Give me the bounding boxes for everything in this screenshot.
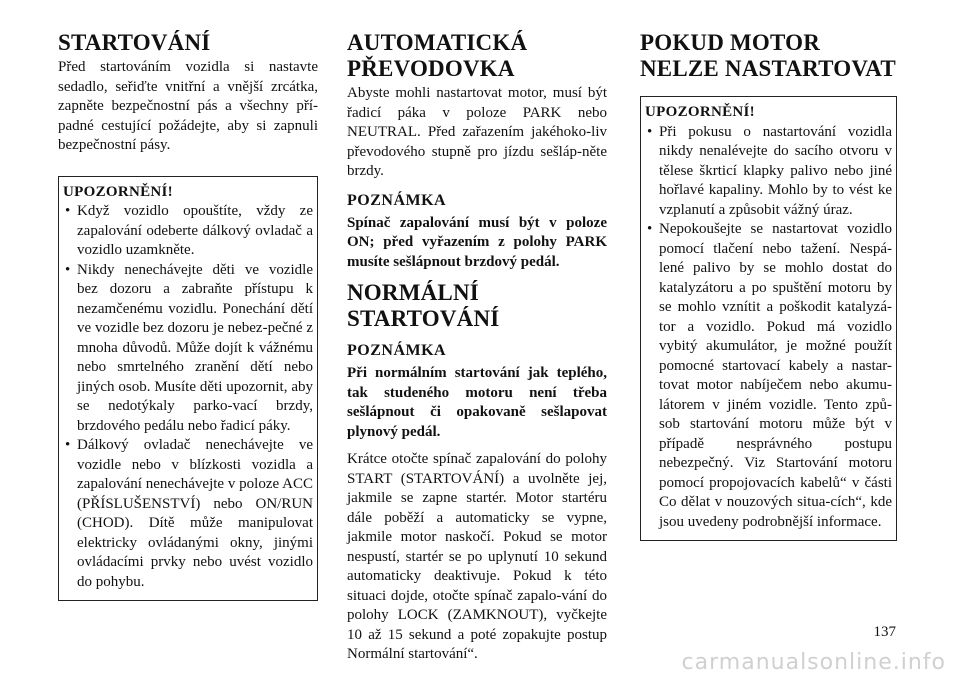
warning-box — [58, 176, 318, 602]
heading-startovani: STARTOVÁNÍ — [58, 30, 211, 55]
warning-title: UPOZORNĚNÍ! — [63, 183, 173, 200]
warning-item: • Nikdy nenechávejte děti ve vozidle bez dozoru a zabraňte přístupu k nezamčenému vozidlu. Ponechání dětí ve vozidle bez dozoru je nebez-pečné z mnoha důvodů. Může dojít k vážnému nebo smrtelného zranění dětí nebo jiných osob. Musíte děti upozornit, aby se nedotýkaly parko-vací brzdy, brzdového pedálu nebo řadicí páky. — [63, 261, 313, 437]
warning-item: • Dálkový ovladač nenechávejte ve vozidle nebo v blízkosti vozidla a zapalování nenechávejte v poloze ACC (PŘÍSLUŠENSTVÍ) nebo ON/RUN (CHOD). Dítě může manipulovat elektricky ovládanými okny, jinými ovládacími prvky nebo uvést vozidlo do pohybu. — [63, 436, 313, 592]
note-title: POZNÁMKA — [347, 191, 447, 209]
warning-list — [645, 123, 892, 533]
column-starting — [58, 30, 318, 601]
warning-title: UPOZORNĚNÍ! — [645, 104, 755, 120]
normal-start-paragraph: Krátce otočte spínač zapalování do polohy START (STARTOVÁNÍ) a uvolněte jej, jakmile se zapne startér. Motor startéru dále poběží a automaticky se vypne, jakmile motor naskočí. Pokud se motor nespustí, startér se po uplynutí 10 sekund automaticky deaktivuje. Pokud k této situaci dojde, otočte spínač zapalo-vání do polohy LOCK (ZAMKNOUT), vyčkejte 10 až 15 sekund a poté zopakujte postup Normální startování“. — [347, 451, 607, 662]
note-title: POZNÁMKA — [347, 342, 447, 359]
column-automatic-transmission — [347, 30, 607, 665]
warning-item: • Když vozidlo opouštíte, vždy ze zapalování odeberte dálkový ovladač a vozidlo uzamkněte. — [63, 202, 313, 261]
column-engine-fails-to-start — [640, 30, 897, 541]
heading-normalni-startovani: NORMÁLNÍ STARTOVÁNÍ — [347, 280, 500, 331]
transmission-paragraph: Abyste mohli nastartovat motor, musí být řadicí páka v poloze PARK nebo NEUTRAL. Před zařazením jakéhoko-liv převodového stupně pro jízdu sešláp-něte brzdy. — [347, 85, 607, 179]
warning-box — [640, 96, 897, 541]
warning-list — [63, 202, 313, 592]
intro-paragraph: Před startováním vozidla si nastavte sedadlo, seřiďte vnitřní a vnější zrcátka, zapněte bezpečnostní pás a všechny pří-padné cestující požádejte, aby si zapnuli bezpečnostní pásy. — [58, 59, 318, 153]
heading-automaticka-prevodovka: AUTOMATICKÁ PŘEVODOVKA — [347, 30, 528, 81]
warning-item: • Nepokoušejte se nastartovat vozidlo pomocí tlačení nebo tažení. Nespá-lené palivo by se mohlo dostat do katalyzátoru a po spuštění motoru by se mohlo vznítit a poškodit katalyzá-tor a vozidlo. Pokud má vozidlo vybitý akumulátor, je možné použít pomocné startovací kabely a nastar-tovat motor nabíječem nebo akumu-látorem v jiném vozidle. Tento způ-sob startování motoru může být v případě nesprávného postupu nebezpečný. Viz Startování motoru pomocí propojovacích kabelů“ v části Co dělat v nouzových situa-cích“, kde jsou uvedeny podrobnější informace. — [645, 220, 892, 532]
warning-item: • Při pokusu o nastartování vozidla nikdy nenalévejte do sacího otvoru v tělese škrticí klapky palivo nebo jiné hořlavé kapaliny. Mohlo by to vést ke vzplanutí a způsobit vážný úraz. — [645, 123, 892, 221]
note-text: Při normálním startování jak teplého, tak studeného motoru není třeba sešlápnout či opakovaně sešlapovat plynový pedál. — [347, 365, 607, 440]
watermark: carmanualsonline.info — [681, 650, 946, 675]
note-text: Spínač zapalování musí být v poloze ON; před vyřazením z polohy PARK musíte sešlápnout brzdový pedál. — [347, 214, 607, 270]
page-number: 137 — [873, 624, 896, 640]
heading-pokud-motor-nelze-nastartovat: POKUD MOTOR NELZE NASTARTOVAT — [640, 30, 896, 81]
